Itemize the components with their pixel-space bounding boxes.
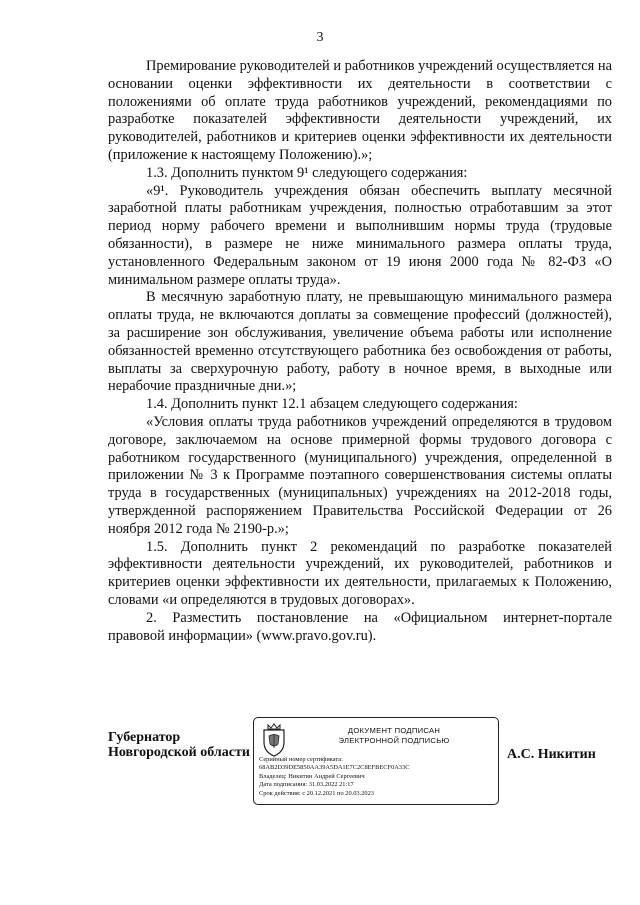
position-line: Губернатор — [108, 730, 181, 745]
electronic-signature-stamp — [253, 717, 499, 805]
signatory-name: А.С. Никитин — [507, 747, 596, 762]
owner: Владелец: Никитин Андрей Сергеевич — [259, 772, 365, 780]
page-number: 3 — [316, 30, 324, 45]
document-body — [108, 58, 612, 645]
paragraph: 1.5. Дополнить пункт 2 рекомендаций по разработке показателей эффективности деятельности учреждений, их руководителей, работников и критериев оценки эффективности их деятельности, прилагаемых к Положению, словами «и определяются в трудовых договорах». — [108, 538, 612, 608]
serial-label: Серийный номер сертификата: — [259, 756, 343, 763]
signed-date: Дата подписания: 31.03.2022 21:17 — [259, 781, 354, 789]
paragraph: 2. Разместить постановление на «Официальном интернет-портале правовой информации» (www.pravo.gov.ru). — [108, 609, 612, 644]
stamp-details — [259, 756, 410, 798]
paragraph: 1.3. Дополнить пунктом 9¹ следующего содержания: — [146, 164, 468, 181]
signatory-position — [108, 730, 250, 760]
paragraph: «9¹. Руководитель учреждения обязан обеспечить выплату месячной заработной платы работникам учреждения, полностью отработавшим за этот период норму рабочего времени и выполнившим нормы труда (трудовые обязанности), в размере не ниже минимального размера оплаты труда, установленного Федеральным законом от 19 июня 2000 года № 82-ФЗ «О минимальном размере оплаты труда». — [108, 182, 612, 288]
coat-of-arms-icon — [259, 722, 289, 758]
paragraph: 1.4. Дополнить пункт 12.1 абзацем следующего содержания: — [146, 396, 518, 413]
validity: Срок действия: с 20.12.2021 по 20.03.2023 — [259, 789, 375, 797]
stamp-title: ДОКУМЕНТ ПОДПИСАН ЭЛЕКТРОННОЙ ПОДПИСЬЮ — [338, 726, 450, 745]
paragraph: В месячную заработную плату, не превышающую минимального размера оплаты труда, не включаются доплаты за совмещение профессий (должностей), за расширение зон обслуживания, увеличение объема работы или исполнение обязанностей временно отсутствующего работника без освобождения от работы, выплаты за сверхурочную работу, работу в ночное время, в выходные или нерабочие праздничные дни.»; — [108, 289, 612, 395]
serial-number: 68AB2D39DE5850AA39A5DA1E7C2C8EFBECF0A33C — [259, 764, 410, 772]
position-line: Новгородской области — [108, 745, 250, 760]
paragraph: «Условия оплаты труда работников учреждений определяются в трудовом договоре, заключаемом на основе примерной формы трудового договора с работником государственного (муниципального) учреждения, определенной в приложении № 3 к Программе поэтапного совершенствования системы оплаты труда в государственных (муниципальных) учреждениях на 2012-2018 годы, утвержденной распоряжением Правительства Российской Федерации от 26 ноября 2012 года № 2190-р.»; — [108, 413, 612, 537]
paragraph: Премирование руководителей и работников учреждений осуществляется на основании оценки эффективности их деятельности в соответствии с положениями об оплате труда работников учреждений, рекомендациями по разработке показателей эффективности деятельности учреждений, их руководителей, работников и критериев оценки эффективности их деятельности (приложение к настоящему Положению).»; — [108, 58, 612, 163]
